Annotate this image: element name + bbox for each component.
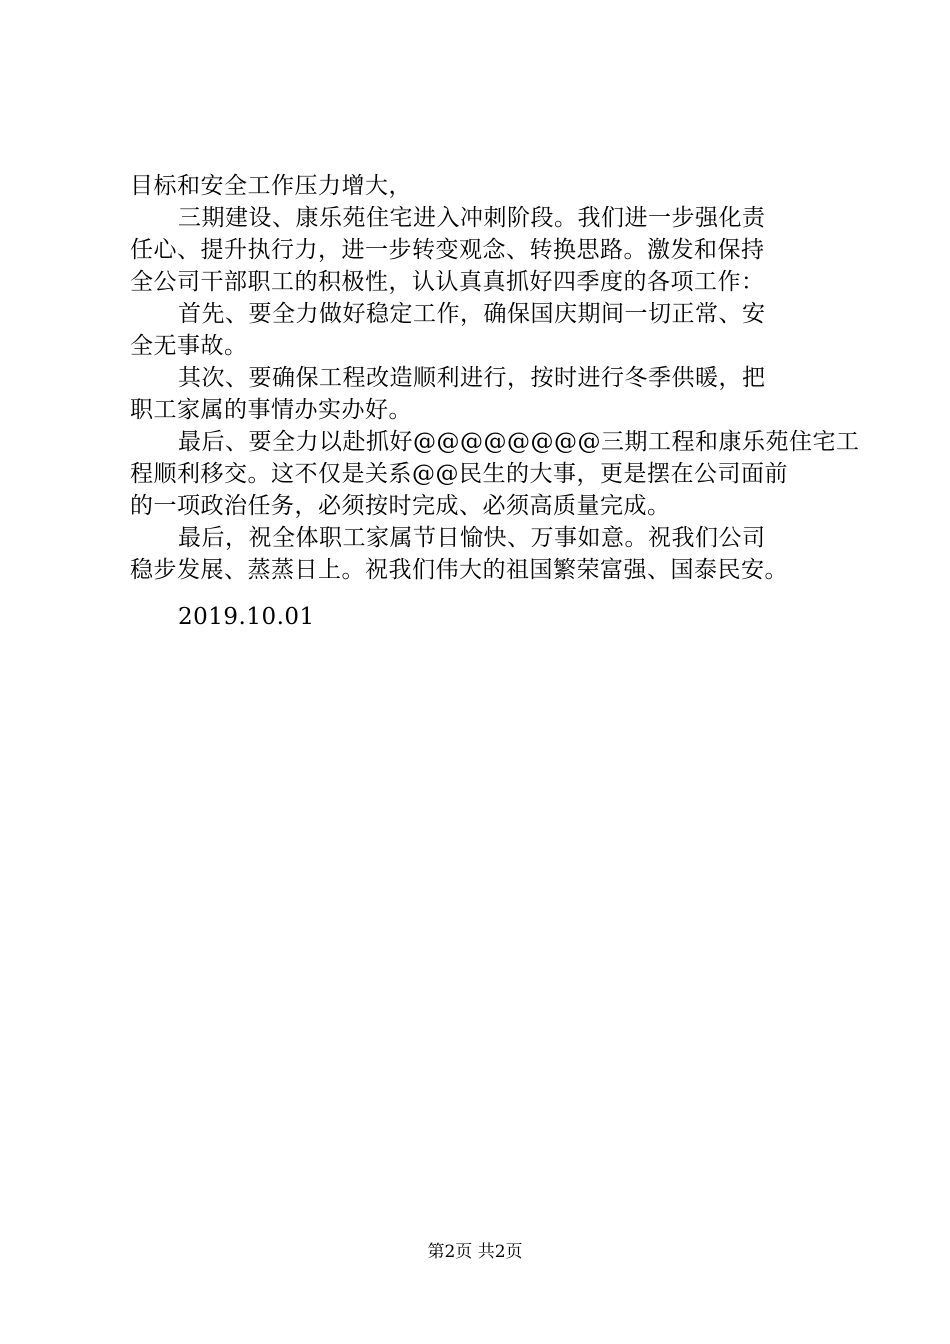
- paragraph-start-line: 首先、要全力做好稳定工作，确保国庆期间一切正常、安: [178, 301, 766, 327]
- text-line: 职工家属的事情办实办好。: [130, 397, 412, 423]
- text-line: 程顺利移交。这不仅是关系@@民生的大事，更是摆在公司面前: [130, 461, 788, 487]
- text-line: 任心、提升执行力，进一步转变观念、转换思路。激发和保持: [130, 237, 765, 263]
- page-footer: 第2页 共2页: [427, 1242, 523, 1262]
- paragraph-start-line: 最后，祝全体职工家属节日愉快、万事如意。祝我们公司: [178, 525, 766, 551]
- paragraph-start-line: 三期建设、康乐苑住宅进入冲刺阶段。我们进一步强化责: [178, 205, 766, 231]
- text-line: 目标和安全工作压力增大，: [130, 173, 412, 199]
- document-date: 2019.10.01: [178, 604, 315, 630]
- body-text: [130, 170, 860, 586]
- paragraph-start-line: 其次、要确保工程改造顺利进行，按时进行冬季供暖，把: [178, 365, 766, 391]
- text-line: 的一项政治任务，必须按时完成、必须高质量完成。: [130, 493, 671, 519]
- text-line: 稳步发展、蒸蒸日上。祝我们伟大的祖国繁荣富强、国泰民安。: [130, 557, 788, 583]
- text-line: 全公司干部职工的积极性，认认真真抓好四季度的各项工作：: [130, 269, 765, 295]
- paragraph-start-line: 最后、要全力以赴抓好@@@@@@@@三期工程和康乐苑住宅工: [178, 429, 860, 455]
- text-line: 全无事故。: [130, 333, 248, 359]
